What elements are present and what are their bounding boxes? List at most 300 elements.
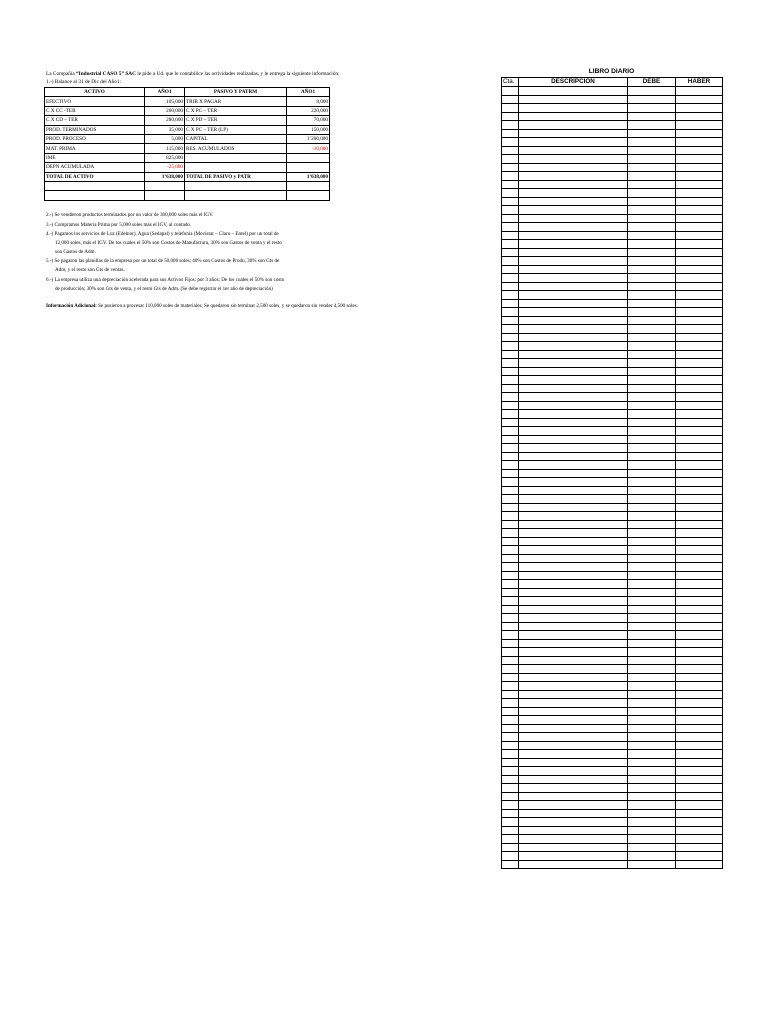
cta-cell[interactable] <box>502 469 519 478</box>
descripcion-cell[interactable] <box>519 469 628 478</box>
descripcion-cell[interactable] <box>519 155 628 164</box>
debe-cell[interactable] <box>628 308 676 317</box>
haber-cell[interactable] <box>676 333 723 342</box>
haber-cell[interactable] <box>676 444 723 453</box>
descripcion-cell[interactable] <box>519 486 628 495</box>
haber-cell[interactable] <box>676 741 723 750</box>
cta-cell[interactable] <box>502 673 519 682</box>
debe-cell[interactable] <box>628 750 676 759</box>
cta-cell[interactable] <box>502 112 519 121</box>
descripcion-cell[interactable] <box>519 325 628 334</box>
debe-cell[interactable] <box>628 767 676 776</box>
debe-cell[interactable] <box>628 801 676 810</box>
cta-cell[interactable] <box>502 682 519 691</box>
cta-cell[interactable] <box>502 206 519 215</box>
haber-cell[interactable] <box>676 367 723 376</box>
cta-cell[interactable] <box>502 724 519 733</box>
haber-cell[interactable] <box>676 452 723 461</box>
cta-cell[interactable] <box>502 860 519 869</box>
cta-cell[interactable] <box>502 495 519 504</box>
debe-cell[interactable] <box>628 163 676 172</box>
haber-cell[interactable] <box>676 197 723 206</box>
cta-cell[interactable] <box>502 452 519 461</box>
debe-cell[interactable] <box>628 571 676 580</box>
cta-cell[interactable] <box>502 648 519 657</box>
debe-cell[interactable] <box>628 231 676 240</box>
debe-cell[interactable] <box>628 520 676 529</box>
cta-cell[interactable] <box>502 707 519 716</box>
cta-cell[interactable] <box>502 775 519 784</box>
cta-cell[interactable] <box>502 631 519 640</box>
cta-cell[interactable] <box>502 461 519 470</box>
descripcion-cell[interactable] <box>519 367 628 376</box>
haber-cell[interactable] <box>676 401 723 410</box>
haber-cell[interactable] <box>676 614 723 623</box>
haber-cell[interactable] <box>676 478 723 487</box>
descripcion-cell[interactable] <box>519 452 628 461</box>
debe-cell[interactable] <box>628 401 676 410</box>
descripcion-cell[interactable] <box>519 775 628 784</box>
haber-cell[interactable] <box>676 282 723 291</box>
descripcion-cell[interactable] <box>519 240 628 249</box>
haber-cell[interactable] <box>676 138 723 147</box>
haber-cell[interactable] <box>676 172 723 181</box>
debe-cell[interactable] <box>628 512 676 521</box>
cta-cell[interactable] <box>502 384 519 393</box>
debe-cell[interactable] <box>628 690 676 699</box>
haber-cell[interactable] <box>676 240 723 249</box>
descripcion-cell[interactable] <box>519 801 628 810</box>
cta-cell[interactable] <box>502 87 519 96</box>
cta-cell[interactable] <box>502 809 519 818</box>
descripcion-cell[interactable] <box>519 87 628 96</box>
descripcion-cell[interactable] <box>519 818 628 827</box>
cta-cell[interactable] <box>502 282 519 291</box>
descripcion-cell[interactable] <box>519 809 628 818</box>
debe-cell[interactable] <box>628 129 676 138</box>
descripcion-cell[interactable] <box>519 588 628 597</box>
descripcion-cell[interactable] <box>519 206 628 215</box>
descripcion-cell[interactable] <box>519 291 628 300</box>
haber-cell[interactable] <box>676 427 723 436</box>
haber-cell[interactable] <box>676 155 723 164</box>
cta-cell[interactable] <box>502 299 519 308</box>
debe-cell[interactable] <box>628 274 676 283</box>
cta-cell[interactable] <box>502 537 519 546</box>
descripcion-cell[interactable] <box>519 418 628 427</box>
debe-cell[interactable] <box>628 223 676 232</box>
descripcion-cell[interactable] <box>519 393 628 402</box>
debe-cell[interactable] <box>628 605 676 614</box>
debe-cell[interactable] <box>628 707 676 716</box>
debe-cell[interactable] <box>628 376 676 385</box>
debe-cell[interactable] <box>628 682 676 691</box>
debe-cell[interactable] <box>628 155 676 164</box>
debe-cell[interactable] <box>628 614 676 623</box>
descripcion-cell[interactable] <box>519 580 628 589</box>
debe-cell[interactable] <box>628 665 676 674</box>
haber-cell[interactable] <box>676 214 723 223</box>
debe-cell[interactable] <box>628 299 676 308</box>
cta-cell[interactable] <box>502 248 519 257</box>
descripcion-cell[interactable] <box>519 129 628 138</box>
cta-cell[interactable] <box>502 622 519 631</box>
debe-cell[interactable] <box>628 359 676 368</box>
descripcion-cell[interactable] <box>519 673 628 682</box>
debe-cell[interactable] <box>628 146 676 155</box>
debe-cell[interactable] <box>628 87 676 96</box>
haber-cell[interactable] <box>676 563 723 572</box>
haber-cell[interactable] <box>676 707 723 716</box>
debe-cell[interactable] <box>628 121 676 130</box>
descripcion-cell[interactable] <box>519 605 628 614</box>
cta-cell[interactable] <box>502 503 519 512</box>
cta-cell[interactable] <box>502 342 519 351</box>
descripcion-cell[interactable] <box>519 180 628 189</box>
haber-cell[interactable] <box>676 95 723 104</box>
descripcion-cell[interactable] <box>519 172 628 181</box>
debe-cell[interactable] <box>628 648 676 657</box>
cta-cell[interactable] <box>502 784 519 793</box>
cta-cell[interactable] <box>502 520 519 529</box>
debe-cell[interactable] <box>628 265 676 274</box>
descripcion-cell[interactable] <box>519 248 628 257</box>
cta-cell[interactable] <box>502 656 519 665</box>
haber-cell[interactable] <box>676 852 723 861</box>
descripcion-cell[interactable] <box>519 699 628 708</box>
debe-cell[interactable] <box>628 435 676 444</box>
haber-cell[interactable] <box>676 520 723 529</box>
cta-cell[interactable] <box>502 580 519 589</box>
debe-cell[interactable] <box>628 826 676 835</box>
haber-cell[interactable] <box>676 818 723 827</box>
debe-cell[interactable] <box>628 257 676 266</box>
haber-cell[interactable] <box>676 792 723 801</box>
debe-cell[interactable] <box>628 852 676 861</box>
debe-cell[interactable] <box>628 95 676 104</box>
cta-cell[interactable] <box>502 588 519 597</box>
descripcion-cell[interactable] <box>519 197 628 206</box>
haber-cell[interactable] <box>676 274 723 283</box>
descripcion-cell[interactable] <box>519 682 628 691</box>
descripcion-cell[interactable] <box>519 843 628 852</box>
haber-cell[interactable] <box>676 469 723 478</box>
haber-cell[interactable] <box>676 223 723 232</box>
descripcion-cell[interactable] <box>519 163 628 172</box>
debe-cell[interactable] <box>628 452 676 461</box>
debe-cell[interactable] <box>628 537 676 546</box>
descripcion-cell[interactable] <box>519 410 628 419</box>
descripcion-cell[interactable] <box>519 342 628 351</box>
debe-cell[interactable] <box>628 716 676 725</box>
debe-cell[interactable] <box>628 486 676 495</box>
haber-cell[interactable] <box>676 775 723 784</box>
haber-cell[interactable] <box>676 588 723 597</box>
descripcion-cell[interactable] <box>519 750 628 759</box>
cta-cell[interactable] <box>502 690 519 699</box>
haber-cell[interactable] <box>676 376 723 385</box>
debe-cell[interactable] <box>628 818 676 827</box>
haber-cell[interactable] <box>676 325 723 334</box>
haber-cell[interactable] <box>676 860 723 869</box>
cta-cell[interactable] <box>502 410 519 419</box>
haber-cell[interactable] <box>676 580 723 589</box>
descripcion-cell[interactable] <box>519 478 628 487</box>
haber-cell[interactable] <box>676 299 723 308</box>
cta-cell[interactable] <box>502 639 519 648</box>
debe-cell[interactable] <box>628 580 676 589</box>
descripcion-cell[interactable] <box>519 376 628 385</box>
debe-cell[interactable] <box>628 104 676 113</box>
descripcion-cell[interactable] <box>519 333 628 342</box>
debe-cell[interactable] <box>628 384 676 393</box>
debe-cell[interactable] <box>628 325 676 334</box>
cta-cell[interactable] <box>502 129 519 138</box>
descripcion-cell[interactable] <box>519 741 628 750</box>
haber-cell[interactable] <box>676 512 723 521</box>
descripcion-cell[interactable] <box>519 95 628 104</box>
debe-cell[interactable] <box>628 843 676 852</box>
descripcion-cell[interactable] <box>519 554 628 563</box>
descripcion-cell[interactable] <box>519 427 628 436</box>
descripcion-cell[interactable] <box>519 614 628 623</box>
descripcion-cell[interactable] <box>519 571 628 580</box>
cta-cell[interactable] <box>502 223 519 232</box>
haber-cell[interactable] <box>676 180 723 189</box>
haber-cell[interactable] <box>676 342 723 351</box>
cta-cell[interactable] <box>502 546 519 555</box>
debe-cell[interactable] <box>628 597 676 606</box>
debe-cell[interactable] <box>628 546 676 555</box>
descripcion-cell[interactable] <box>519 639 628 648</box>
cta-cell[interactable] <box>502 699 519 708</box>
debe-cell[interactable] <box>628 809 676 818</box>
cta-cell[interactable] <box>502 265 519 274</box>
descripcion-cell[interactable] <box>519 435 628 444</box>
descripcion-cell[interactable] <box>519 665 628 674</box>
haber-cell[interactable] <box>676 104 723 113</box>
descripcion-cell[interactable] <box>519 503 628 512</box>
debe-cell[interactable] <box>628 673 676 682</box>
cta-cell[interactable] <box>502 172 519 181</box>
haber-cell[interactable] <box>676 656 723 665</box>
debe-cell[interactable] <box>628 367 676 376</box>
descripcion-cell[interactable] <box>519 835 628 844</box>
cta-cell[interactable] <box>502 835 519 844</box>
debe-cell[interactable] <box>628 758 676 767</box>
debe-cell[interactable] <box>628 741 676 750</box>
cta-cell[interactable] <box>502 240 519 249</box>
cta-cell[interactable] <box>502 359 519 368</box>
cta-cell[interactable] <box>502 733 519 742</box>
debe-cell[interactable] <box>628 495 676 504</box>
descripcion-cell[interactable] <box>519 350 628 359</box>
descripcion-cell[interactable] <box>519 784 628 793</box>
cta-cell[interactable] <box>502 843 519 852</box>
haber-cell[interactable] <box>676 435 723 444</box>
haber-cell[interactable] <box>676 733 723 742</box>
haber-cell[interactable] <box>676 682 723 691</box>
cta-cell[interactable] <box>502 189 519 198</box>
cta-cell[interactable] <box>502 435 519 444</box>
cta-cell[interactable] <box>502 325 519 334</box>
cta-cell[interactable] <box>502 750 519 759</box>
cta-cell[interactable] <box>502 767 519 776</box>
debe-cell[interactable] <box>628 469 676 478</box>
haber-cell[interactable] <box>676 605 723 614</box>
cta-cell[interactable] <box>502 180 519 189</box>
debe-cell[interactable] <box>628 214 676 223</box>
debe-cell[interactable] <box>628 622 676 631</box>
descripcion-cell[interactable] <box>519 359 628 368</box>
cta-cell[interactable] <box>502 121 519 130</box>
haber-cell[interactable] <box>676 112 723 121</box>
cta-cell[interactable] <box>502 257 519 266</box>
haber-cell[interactable] <box>676 461 723 470</box>
descripcion-cell[interactable] <box>519 282 628 291</box>
haber-cell[interactable] <box>676 189 723 198</box>
descripcion-cell[interactable] <box>519 724 628 733</box>
debe-cell[interactable] <box>628 835 676 844</box>
cta-cell[interactable] <box>502 529 519 538</box>
debe-cell[interactable] <box>628 733 676 742</box>
cta-cell[interactable] <box>502 393 519 402</box>
descripcion-cell[interactable] <box>519 563 628 572</box>
debe-cell[interactable] <box>628 172 676 181</box>
cta-cell[interactable] <box>502 197 519 206</box>
cta-cell[interactable] <box>502 605 519 614</box>
haber-cell[interactable] <box>676 648 723 657</box>
descripcion-cell[interactable] <box>519 444 628 453</box>
debe-cell[interactable] <box>628 444 676 453</box>
haber-cell[interactable] <box>676 554 723 563</box>
debe-cell[interactable] <box>628 342 676 351</box>
cta-cell[interactable] <box>502 597 519 606</box>
descripcion-cell[interactable] <box>519 146 628 155</box>
descripcion-cell[interactable] <box>519 860 628 869</box>
haber-cell[interactable] <box>676 265 723 274</box>
cta-cell[interactable] <box>502 486 519 495</box>
debe-cell[interactable] <box>628 529 676 538</box>
debe-cell[interactable] <box>628 316 676 325</box>
cta-cell[interactable] <box>502 758 519 767</box>
descripcion-cell[interactable] <box>519 520 628 529</box>
cta-cell[interactable] <box>502 554 519 563</box>
haber-cell[interactable] <box>676 248 723 257</box>
cta-cell[interactable] <box>502 852 519 861</box>
debe-cell[interactable] <box>628 189 676 198</box>
haber-cell[interactable] <box>676 843 723 852</box>
haber-cell[interactable] <box>676 384 723 393</box>
cta-cell[interactable] <box>502 104 519 113</box>
cta-cell[interactable] <box>502 801 519 810</box>
descripcion-cell[interactable] <box>519 495 628 504</box>
cta-cell[interactable] <box>502 818 519 827</box>
descripcion-cell[interactable] <box>519 767 628 776</box>
debe-cell[interactable] <box>628 656 676 665</box>
descripcion-cell[interactable] <box>519 852 628 861</box>
descripcion-cell[interactable] <box>519 826 628 835</box>
debe-cell[interactable] <box>628 775 676 784</box>
haber-cell[interactable] <box>676 359 723 368</box>
cta-cell[interactable] <box>502 716 519 725</box>
descripcion-cell[interactable] <box>519 308 628 317</box>
haber-cell[interactable] <box>676 716 723 725</box>
haber-cell[interactable] <box>676 291 723 300</box>
haber-cell[interactable] <box>676 673 723 682</box>
debe-cell[interactable] <box>628 112 676 121</box>
descripcion-cell[interactable] <box>519 189 628 198</box>
haber-cell[interactable] <box>676 690 723 699</box>
descripcion-cell[interactable] <box>519 112 628 121</box>
cta-cell[interactable] <box>502 95 519 104</box>
descripcion-cell[interactable] <box>519 461 628 470</box>
descripcion-cell[interactable] <box>519 121 628 130</box>
cta-cell[interactable] <box>502 418 519 427</box>
haber-cell[interactable] <box>676 639 723 648</box>
haber-cell[interactable] <box>676 835 723 844</box>
haber-cell[interactable] <box>676 597 723 606</box>
haber-cell[interactable] <box>676 163 723 172</box>
descripcion-cell[interactable] <box>519 299 628 308</box>
cta-cell[interactable] <box>502 155 519 164</box>
cta-cell[interactable] <box>502 563 519 572</box>
cta-cell[interactable] <box>502 308 519 317</box>
cta-cell[interactable] <box>502 291 519 300</box>
haber-cell[interactable] <box>676 486 723 495</box>
descripcion-cell[interactable] <box>519 597 628 606</box>
haber-cell[interactable] <box>676 146 723 155</box>
debe-cell[interactable] <box>628 631 676 640</box>
descripcion-cell[interactable] <box>519 274 628 283</box>
descripcion-cell[interactable] <box>519 631 628 640</box>
cta-cell[interactable] <box>502 333 519 342</box>
cta-cell[interactable] <box>502 741 519 750</box>
descripcion-cell[interactable] <box>519 138 628 147</box>
haber-cell[interactable] <box>676 503 723 512</box>
debe-cell[interactable] <box>628 393 676 402</box>
cta-cell[interactable] <box>502 350 519 359</box>
haber-cell[interactable] <box>676 750 723 759</box>
debe-cell[interactable] <box>628 461 676 470</box>
descripcion-cell[interactable] <box>519 758 628 767</box>
debe-cell[interactable] <box>628 197 676 206</box>
descripcion-cell[interactable] <box>519 537 628 546</box>
debe-cell[interactable] <box>628 860 676 869</box>
descripcion-cell[interactable] <box>519 223 628 232</box>
descripcion-cell[interactable] <box>519 656 628 665</box>
haber-cell[interactable] <box>676 257 723 266</box>
haber-cell[interactable] <box>676 826 723 835</box>
debe-cell[interactable] <box>628 282 676 291</box>
debe-cell[interactable] <box>628 427 676 436</box>
cta-cell[interactable] <box>502 401 519 410</box>
cta-cell[interactable] <box>502 614 519 623</box>
cta-cell[interactable] <box>502 316 519 325</box>
debe-cell[interactable] <box>628 792 676 801</box>
debe-cell[interactable] <box>628 478 676 487</box>
haber-cell[interactable] <box>676 495 723 504</box>
haber-cell[interactable] <box>676 622 723 631</box>
haber-cell[interactable] <box>676 129 723 138</box>
cta-cell[interactable] <box>502 427 519 436</box>
haber-cell[interactable] <box>676 631 723 640</box>
haber-cell[interactable] <box>676 87 723 96</box>
haber-cell[interactable] <box>676 529 723 538</box>
debe-cell[interactable] <box>628 206 676 215</box>
debe-cell[interactable] <box>628 563 676 572</box>
haber-cell[interactable] <box>676 809 723 818</box>
